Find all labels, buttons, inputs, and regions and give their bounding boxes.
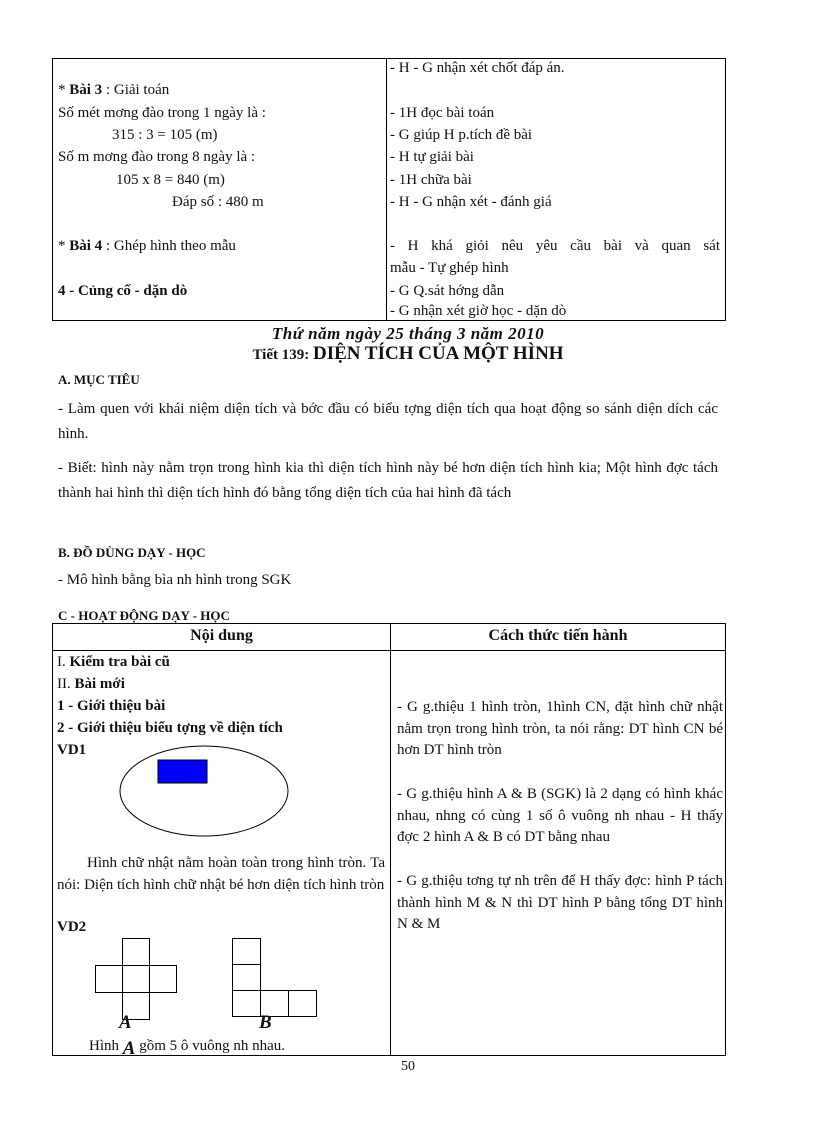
shape-a-figure — [95, 938, 179, 1022]
left-line-5: 105 x 8 = 840 (m) — [116, 172, 225, 188]
activity-table — [52, 623, 726, 1059]
lesson-name: DIỆN TÍCH CỦA MỘT HÌNH — [313, 343, 564, 364]
method-para-1: - G g.thiệu 1 hình tròn, 1hình CN, đặt hình chữ nhật nằm trọn trong hình tròn, ta nói rằng: DT hình CN bé hơn DT hình tròn — [397, 699, 723, 759]
intro-area-concept: 2 - Giới thiệu biểu tợng về diện tích — [57, 720, 283, 736]
shape-a-inline-label: A — [122, 1038, 136, 1059]
right-line-8: - H khá giỏi nêu yêu cầu bài và quan sát — [390, 238, 720, 254]
left-line-3: 315 : 3 = 105 (m) — [112, 127, 218, 143]
section-b-para: - Mô hình bằng bìa nh hình trong SGK — [58, 572, 292, 588]
bai3-bold: Bài 3 — [69, 82, 103, 98]
right-line-4: - H tự giải bài — [390, 149, 474, 165]
right-line-3: - G giúp H p.tích đề bài — [390, 127, 533, 143]
right-line-6: - H - G nhận xét - đánh giá — [390, 194, 552, 210]
section-a-heading: A. MỤC TIÊU — [58, 372, 140, 387]
bai3-line: * Bài 3 : Giải toán — [58, 82, 170, 98]
left-line-10: 4 - Củng cố - dặn dò — [58, 283, 188, 299]
date-line: Thứ năm ngày 25 tháng 3 năm 2010 — [271, 324, 545, 343]
left-line-6: Đáp số : 480 m — [172, 194, 264, 210]
section-a-para2: - Biết: hình này nằm trọn trong hình kia thì diện tích hình này bé hơn diện tích hình kia; Một hình đợc tách thành hai hình thì diện tích hình đó bằng tổng diện tích của hai hình đã tách — [58, 460, 718, 501]
lesson-number: Tiết 139: — [252, 347, 313, 363]
section-a-para1: - Làm quen với khái niệm diện tích và bớc đầu có biểu tợng diện tích qua hoạt động so sánh diện dích các hình. — [58, 401, 718, 442]
shape-a-label: A — [119, 1012, 132, 1033]
bai4-line: * Bài 4 : Ghép hình theo mẫu — [58, 238, 236, 254]
blue-rectangle — [158, 760, 207, 783]
vd1-text: Hình chữ nhật nằm hoàn toàn trong hình tròn. Ta nói: Diện tích hình chữ nhật bé hơn diện tích hình tròn — [57, 855, 385, 893]
column-divider — [390, 624, 391, 1055]
intro-lesson: 1 - Giới thiệu bài — [57, 698, 166, 714]
section-c-heading: C - HOẠT ĐỘNG DẠY - HỌC — [58, 608, 230, 623]
left-line-4: Số m mơng đào trong 8 ngày là : — [58, 149, 256, 165]
circle-rectangle-figure — [119, 744, 289, 838]
right-line-2: - 1H đọc bài toán — [390, 105, 495, 121]
col-header-content: Nội dung — [190, 627, 253, 644]
right-line-10: - G Q.sát hớng dẫn — [390, 283, 505, 299]
new-lesson: II. Bài mới — [57, 676, 125, 692]
right-line-5: - 1H chữa bài — [390, 172, 472, 188]
shape-b-figure — [232, 938, 320, 1022]
section-b-heading: B. ĐỒ DÙNG DẠY - HỌC — [58, 545, 206, 560]
right-line-11: - G nhận xét giờ học - dặn dò — [390, 303, 567, 319]
header-rule — [53, 650, 725, 651]
old-lesson-check: I. Kiểm tra bài cũ — [57, 654, 170, 670]
right-line-9: mẫu - Tự ghép hình — [390, 260, 509, 276]
vd2-label: VD2 — [57, 919, 87, 935]
lesson-title — [0, 343, 816, 365]
vd1-label: VD1 — [57, 742, 87, 758]
col-header-method: Cách thức tiến hành — [488, 627, 628, 644]
shape-b-label: B — [259, 1012, 272, 1033]
right-line-0: - H - G nhận xét chốt đáp án. — [390, 60, 565, 76]
page-number: 50 — [401, 1059, 415, 1074]
bai4-bold: Bài 4 — [69, 238, 103, 254]
left-line-2: Số mét mơng đào trong 1 ngày là : — [58, 105, 266, 121]
shape-a-caption: Hình A gồm 5 ô vuông nh nhau. — [89, 1038, 286, 1059]
method-para-2: - G g.thiệu hình A & B (SGK) là 2 dạng có hình khác nhau, nhng có cùng 1 số ô vuông nh nhau - H thấy đợc 2 hình A & B có DT bằng nhau — [397, 786, 723, 846]
column-divider — [386, 59, 387, 320]
method-para-3: - G g.thiệu tơng tự nh trên để H thấy đợc: hình P tách thành hình M & N thì DT hình P bằng tổng DT hình N & M — [397, 873, 723, 933]
